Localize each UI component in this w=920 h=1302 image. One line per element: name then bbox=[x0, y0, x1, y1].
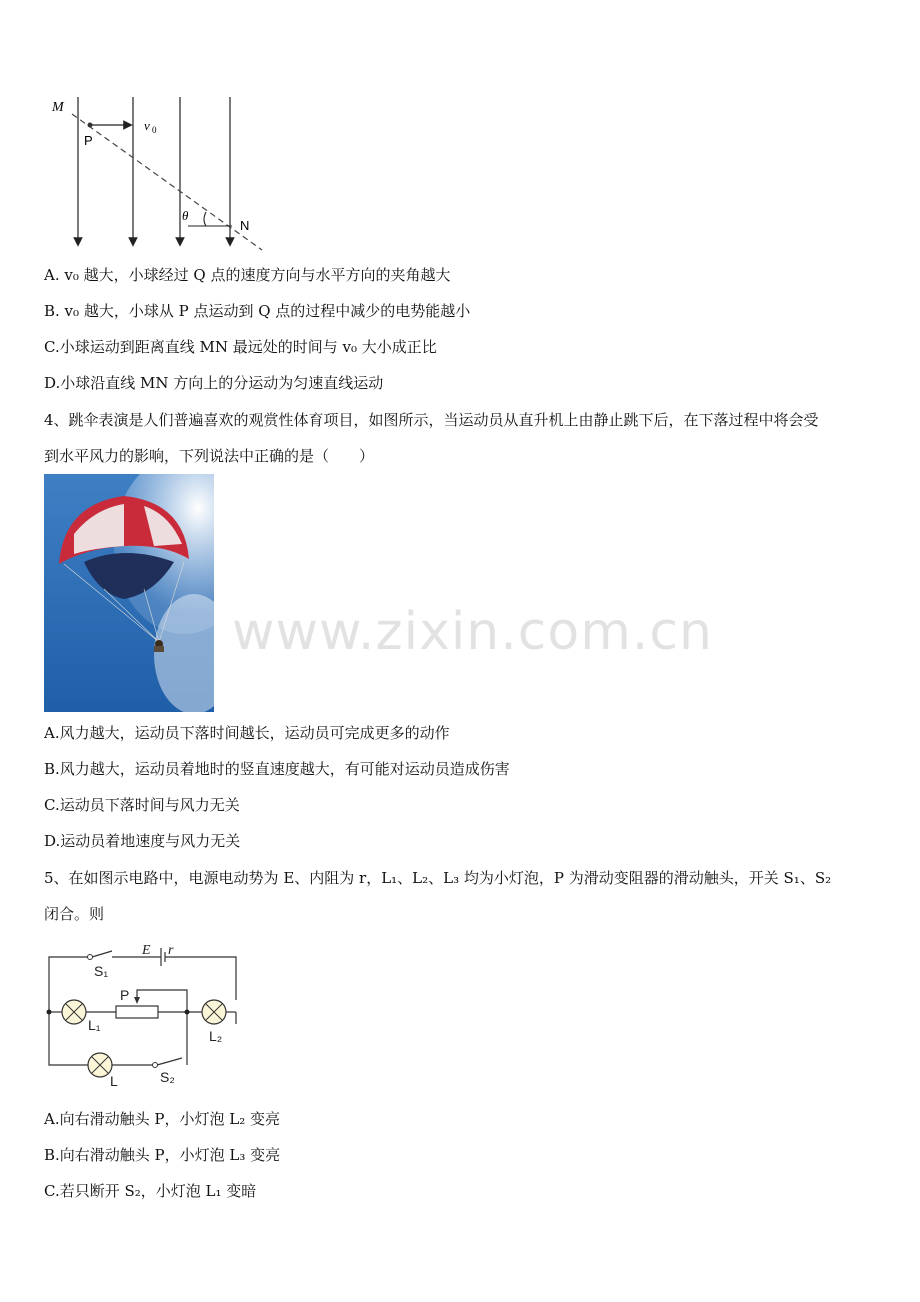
line-MN bbox=[72, 114, 262, 250]
point-P bbox=[88, 123, 93, 128]
label-P: P bbox=[84, 133, 93, 148]
q5-stem-line2: 闭合。则 bbox=[44, 905, 105, 923]
label-M: M bbox=[52, 100, 64, 115]
circuit-diagram bbox=[40, 938, 250, 1088]
label-L: L bbox=[110, 1073, 118, 1089]
label-L2: L₂ bbox=[209, 1028, 223, 1044]
q3-option-b: B. v₀ 越大，小球从 P 点运动到 Q 点的过程中减少的电势能越小 bbox=[44, 302, 471, 320]
watermark: www.zixin.com.cn bbox=[232, 602, 713, 662]
q3-option-a: A. v₀ 越大，小球经过 Q 点的速度方向与水平方向的夹角越大 bbox=[44, 266, 451, 284]
q5-option-a: A.向右滑动触头 P，小灯泡 L₂ 变亮 bbox=[44, 1110, 280, 1128]
label-v0: v bbox=[144, 118, 150, 133]
q5-option-c: C.若只断开 S₂，小灯泡 L₁ 变暗 bbox=[44, 1182, 257, 1200]
lamp-L bbox=[88, 1053, 112, 1077]
label-E: E bbox=[142, 943, 151, 958]
q4-stem-line1: 4、跳伞表演是人们普遍喜欢的观赏性体育项目，如图所示，当运动员从直升机上由静止跳下后，在下落过程中将会受 bbox=[44, 411, 819, 429]
label-P-circuit: P bbox=[120, 987, 130, 1003]
q4-option-a: A.风力越大，运动员下落时间越长，运动员可完成更多的动作 bbox=[44, 724, 450, 742]
q5-option-b: B.向右滑动触头 P，小灯泡 L₃ 变亮 bbox=[44, 1146, 281, 1164]
q4-option-c: C.运动员下落时间与风力无关 bbox=[44, 796, 240, 814]
q3-option-c: C.小球运动到距离直线 MN 最远处的时间与 v₀ 大小成正比 bbox=[44, 338, 437, 356]
label-S1: S₁ bbox=[94, 963, 109, 979]
angle-arc bbox=[204, 212, 206, 226]
q4-option-d: D.运动员着地速度与风力无关 bbox=[44, 832, 241, 850]
q5-stem-line1: 5、在如图示电路中，电源电动势为 E、内阻为 r，L₁、L₂、L₃ 均为小灯泡，P 为滑动变阻器的滑动触头，开关 S₁、S₂ bbox=[44, 869, 832, 887]
field-diagram bbox=[40, 92, 280, 262]
label-S2: S₂ bbox=[160, 1069, 175, 1085]
label-r: r bbox=[168, 943, 174, 958]
lamp-L1 bbox=[62, 1000, 86, 1024]
parachute-photo bbox=[44, 474, 214, 712]
q4-option-b: B.风力越大，运动员着地时的竖直速度越大，有可能对运动员造成伤害 bbox=[44, 760, 510, 778]
q3-option-d: D.小球沿直线 MN 方向上的分运动为匀速直线运动 bbox=[44, 374, 384, 392]
q4-stem-line2: 到水平风力的影响，下列说法中正确的是（ ） bbox=[44, 447, 375, 465]
label-theta: θ bbox=[182, 208, 189, 223]
label-N: N bbox=[240, 218, 250, 233]
label-v0-sub: 0 bbox=[152, 125, 157, 135]
label-L1: L₁ bbox=[88, 1017, 101, 1033]
lamp-L2 bbox=[202, 1000, 226, 1024]
